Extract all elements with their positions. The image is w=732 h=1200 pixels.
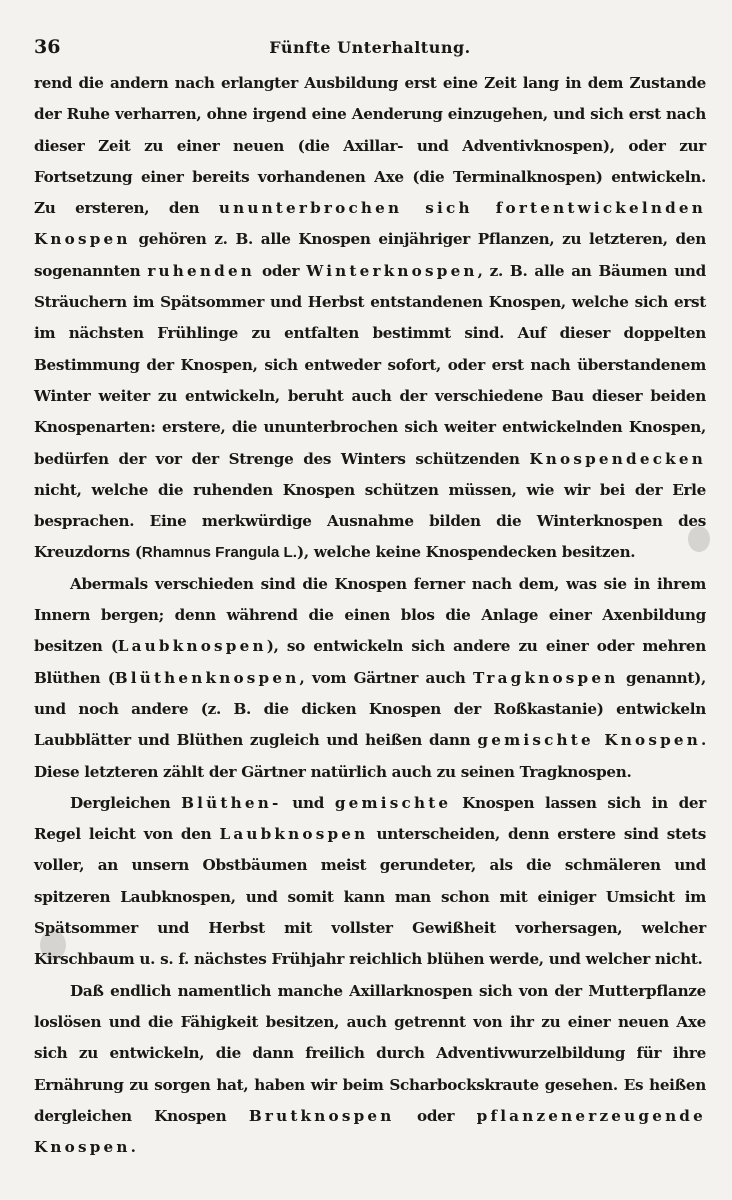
text-run: genannt), und noch andere (z. B. die dicken Knospen der Roßkastanie) entwickeln Laubblätter und Blüthen zugleich und heißen dann [34,668,706,750]
spaced-emphasis: gemischte Knospen [477,731,701,750]
spaced-emphasis: Blüthenknospen [114,668,300,687]
text-run: ), so entwickeln sich andere zu einer oder mehren Blüthen ( [34,637,707,687]
ink-smudge [40,930,66,960]
text-run: nicht, welche die ruhenden Knospen schützen müssen, wie wir bei der Erle besprachen. Eine merkwürdige Ausnahme bilden die Winterknospen des Kreuzdorns ( [34,480,706,562]
spaced-emphasis: Winterknospen [306,261,478,280]
text-run: unterscheiden, denn erstere sind stets voller, an unsern Obstbäumen meist gerundeter, als die schmäleren und spitzeren Laubknospen, und somit kann man schon mit einiger Umsicht im Spätsommer und Herbst mit vollster Gewißheit vorhersagen, welcher Kirschbaum u. s. f. nächstes Frühjahr reichlich blühen werde, und welcher nicht. [34,825,706,969]
text-run: oder [394,1106,477,1125]
spaced-emphasis: Brutknospen [248,1106,395,1125]
page-header [34,28,706,68]
paragraph [34,68,706,569]
text-run: , vom Gärtner auch [299,668,474,687]
text-run: . [130,1138,136,1157]
text-run: oder [255,261,307,280]
spaced-emphasis: Laubknospen [219,825,369,844]
running-head: Fünfte Unterhaltung. [269,38,471,57]
paragraph [34,788,706,976]
text-run: Daß endlich namentlich manche Axillarknospen sich von der Mutterpflanze loslösen und die Fähigkeit besitzen, auch getrennt von ihr zu einer neuen Axe sich zu entwickeln, die dann freilich durch Adventivwurzelbildung für ihre Ernährung zu sorgen hat, haben wir beim Scharbockskraute gesehen. Es heißen dergleichen Knospen [34,981,706,1125]
spaced-emphasis: ununterbrochen sich fortentwickelnden Knospen [34,199,706,249]
text-run: , z. B. alle an Bäumen und Sträuchern im Spätsommer und Herbst entstandenen Knospen, welche sich erst im nächsten Frühlinge zu entfalten bestimmt sind. Auf dieser doppelten Bestimmung der Knospen, sich entweder sofort, oder erst nach überstandenem Winter weiter zu entwickeln, beruht auch der verschiedene Bau dieser beiden Knospenarten: erstere, die ununterbrochen sich weiter entwickelnden Knospen, bedürfen der vor der Strenge des Winters schützenden [34,261,706,468]
text-run: gehören z. B. alle Knospen einjähriger Pflanzen, zu letzteren, den sogenannten [34,230,706,280]
text-run: Dergleichen [70,793,182,812]
ink-smudge [688,526,710,552]
text-run: ), welche keine Knospendecken besitzen. [297,543,636,562]
spaced-emphasis: Blüthen- [181,793,282,812]
spaced-emphasis: Knospendecken [529,449,706,468]
text-run: Knospen lassen sich in der Regel leicht von den [34,793,706,844]
spaced-emphasis: Laubknospen [117,637,267,656]
latin-term: Rhamnus Frangula L. [141,544,298,562]
text-run: und [281,793,335,812]
text-run: Abermals verschieden sind die Knospen ferner nach dem, was sie in ihrem Innern bergen; denn während die einen blos die Anlage einer Axenbildung besitzen ( [34,574,706,656]
body-text [34,68,706,1163]
spaced-emphasis: Tragknospen [473,668,619,687]
page-number: 36 [34,36,61,58]
text-run: rend die andern nach erlangter Ausbildung erst eine Zeit lang in dem Zustande der Ruhe verharren, ohne irgend eine Aenderung einzugehen, und sich erst nach dieser Zeit zu einer neuen (die Axillar- und Adventivknospen), oder zur Fortsetzung einer bereits vorhandenen Axe (die Terminalknospen) entwickeln. Zu ersteren, den [34,74,706,218]
paragraph [34,569,706,788]
text-run: . Diese letzteren zählt der Gärtner natürlich auch zu seinen Tragknospen. [34,731,706,781]
spaced-emphasis: pflanzenerzeugende Knospen [34,1106,706,1157]
spaced-emphasis: ruhenden [147,261,256,280]
paragraph [34,976,706,1164]
spaced-emphasis: gemischte [334,793,452,812]
